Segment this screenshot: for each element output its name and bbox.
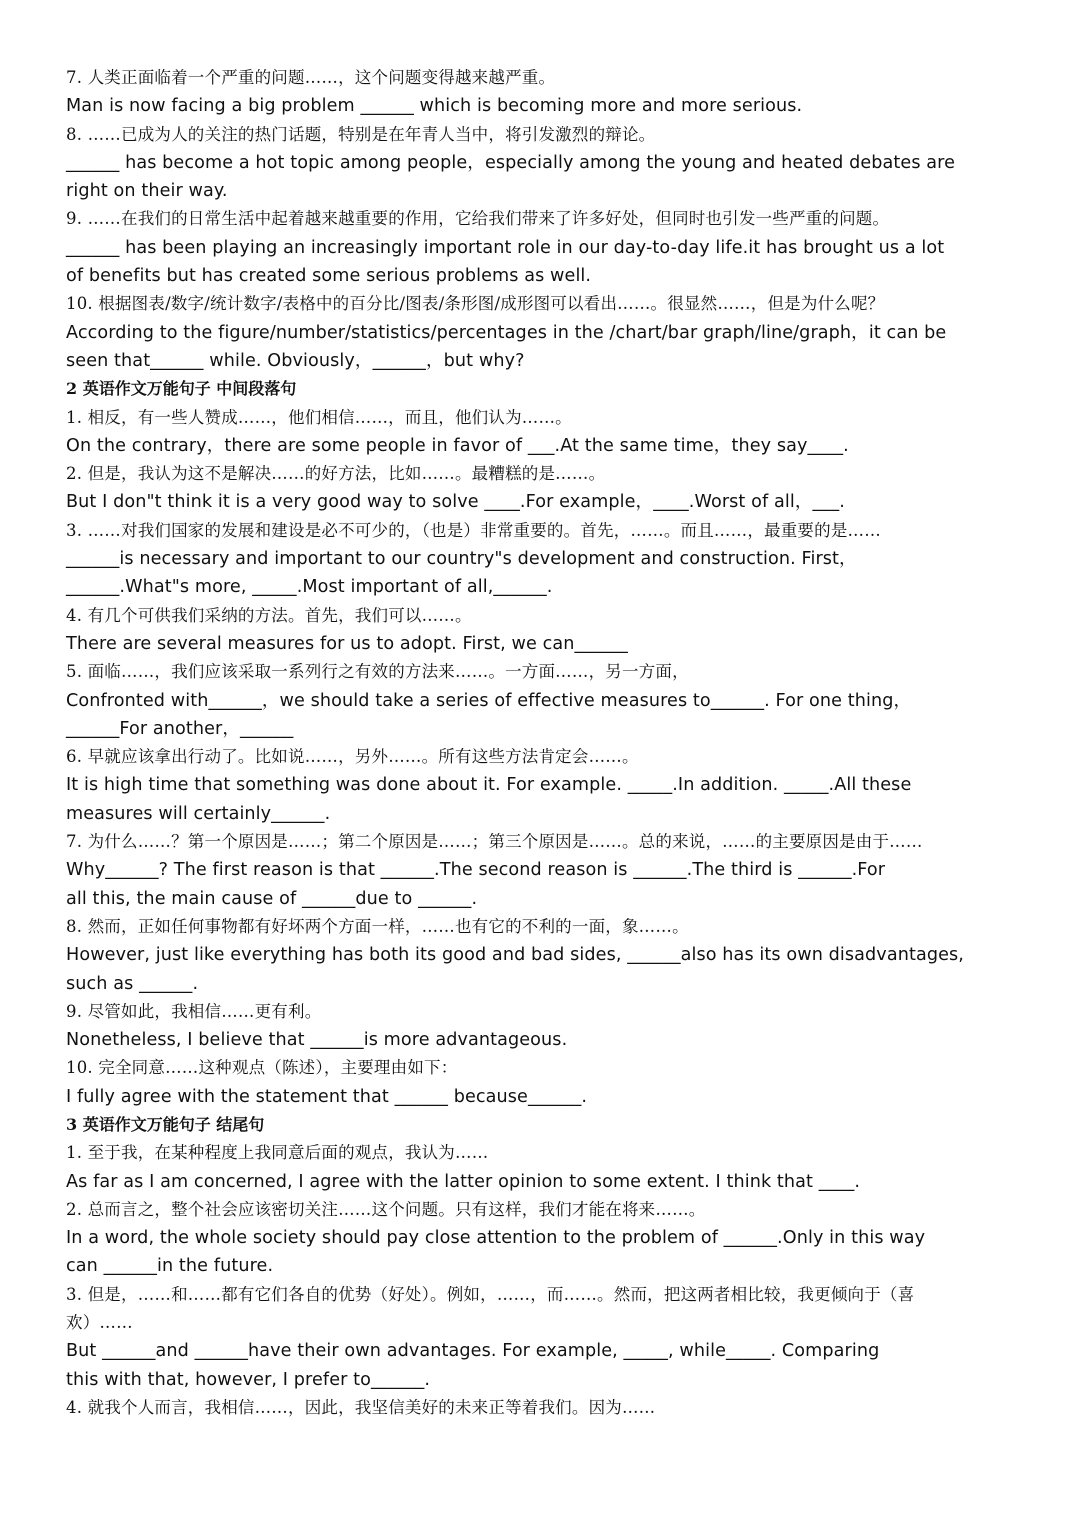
cn-sentence-10-body: 10. 完全同意……这种观点（陈述），主要理由如下： [66,1058,458,1078]
en-sentence-2-conclusion-line1: In a word, the whole society should pay close attention to the problem of ______.Only in this way [66,1228,926,1249]
en-sentence-6-body-line2: measures will certainly______. [66,803,331,824]
en-sentence-6-body-line1: It is high time that something was done about it. For example. _____.In addition. _____.All these [66,775,912,796]
cn-sentence-10-intro: 10. 根据图表/数字/统计数字/表格中的百分比/图表/条形图/成形图可以看出……。很显然……，但是为什么呢？ [66,294,885,314]
en-sentence-8-body-line1: However, just like everything has both its good and bad sides, ______also has its own disadvantages, [66,945,964,966]
en-sentence-2-body: But I don"t think it is a very good way to solve ____.For example，____.Worst of all，___. [66,492,845,513]
cn-sentence-7-intro: 7. 人类正面临着一个严重的问题……，这个问题变得越来越严重。 [66,68,556,87]
en-sentence-1-conclusion: As far as I am concerned, I agree with the latter opinion to some extent. I think that ____. [66,1171,861,1192]
en-sentence-5-body-line2: ______For another，______ [66,718,294,739]
en-sentence-7-body-line1: Why______? The first reason is that ______.The second reason is ______.The third is ______.For [66,860,886,881]
cn-sentence-5-body: 5. 面临……，我们应该采取一系列行之有效的方法来……。一方面……，另一方面， [66,662,689,682]
cn-sentence-7-body: 7. 为什么……？第一个原因是……；第二个原因是……；第三个原因是……。总的来说，……的主要原因是由于…… [66,832,923,852]
en-sentence-9-intro-line2: of benefits but has created some serious problems as well. [66,266,592,287]
en-sentence-7-intro: Man is now facing a big problem ______ which is becoming more and more serious. [66,96,803,117]
en-sentence-3-conclusion-line1: But ______and ______have their own advantages. For example, _____, while_____. Comparing [66,1341,880,1362]
en-sentence-8-intro-line2: right on their way. [66,181,228,202]
cn-sentence-3-body: 3. ……对我们国家的发展和建设是必不可少的，（也是）非常重要的。首先，……。而且……，最重要的是…… [66,520,881,540]
en-sentence-1-body: On the contrary，there are some people in favor of ___.At the same time，they say____. [66,435,849,456]
cn-sentence-3-conclusion-line1: 3. 但是，……和……都有它们各自的优势（好处）。例如，……，而……。然而，把这两者相比较，我更倾向于（喜 [66,1284,915,1304]
cn-sentence-3-conclusion-line2: 欢）…… [66,1313,133,1333]
en-sentence-8-intro-line1: ______ has become a hot topic among people，especially among the young and heated debates are [66,152,956,173]
cn-sentence-9-intro: 9. ……在我们的日常生活中起着越来越重要的作用，它给我们带来了许多好处，但同时也引发一些严重的问题。 [66,209,890,229]
cn-sentence-8-body: 8. 然而，正如任何事物都有好坏两个方面一样，……也有它的不利的一面，象……。 [66,916,689,936]
en-sentence-8-body-line2: such as ______. [66,973,199,994]
cn-sentence-9-body: 9. 尽管如此，我相信……更有利。 [66,1001,322,1021]
cn-sentence-1-body: 1. 相反，有一些人赞成……，他们相信……，而且，他们认为……。 [66,407,572,427]
en-sentence-9-body: Nonetheless, I believe that ______is more advantageous. [66,1030,568,1051]
cn-sentence-1-conclusion: 1. 至于我，在某种程度上我同意后面的观点，我认为…… [66,1143,489,1163]
cn-sentence-8-intro: 8. ……已成为人的关注的热门话题，特别是在年青人当中，将引发激烈的辩论。 [66,124,656,144]
en-sentence-3-body-line1: ______is necessary and important to our country"s development and construction. First， [66,549,857,570]
cn-sentence-4-body: 4. 有几个可供我们采纳的方法。首先，我们可以……。 [66,605,472,625]
en-sentence-10-intro-line2: seen that______ while. Obviously，______，but why? [66,350,525,371]
cn-sentence-4-conclusion: 4. 就我个人而言，我相信……，因此，我坚信美好的未来正等着我们。因为…… [66,1397,656,1417]
cn-sentence-2-body: 2. 但是，我认为这不是解决……的好方法，比如……。最糟糕的是……。 [66,464,606,484]
cn-sentence-2-conclusion: 2. 总而言之，整个社会应该密切关注……这个问题。只有这样，我们才能在将来……。 [66,1199,706,1219]
en-sentence-9-intro-line1: ______ has been playing an increasingly important role in our day-to-day life.it has brought us a lot [66,237,945,258]
en-sentence-3-body-line2: ______.What"s more, _____.Most important of all,______. [66,577,553,598]
en-sentence-7-body-line2: all this, the main cause of ______due to ______. [66,888,478,909]
document-page [66,64,1046,1422]
section-heading-body-paragraphs: 2 英语作文万能句子 中间段落句 [66,379,297,399]
section-heading-conclusion: 3 英语作文万能句子 结尾句 [66,1114,265,1134]
en-sentence-5-body-line1: Confronted with______，we should take a series of effective measures to______. For one thing， [66,690,912,711]
en-sentence-2-conclusion-line2: can ______in the future. [66,1256,274,1277]
en-sentence-4-body: There are several measures for us to adopt. First, we can______ [66,633,628,654]
cn-sentence-6-body: 6. 早就应该拿出行动了。比如说……，另外……。所有这些方法肯定会……。 [66,747,639,767]
en-sentence-10-body: I fully agree with the statement that ______ because______. [66,1086,588,1107]
en-sentence-3-conclusion-line2: this with that, however, I prefer to______. [66,1369,431,1390]
en-sentence-10-intro-line1: According to the figure/number/statistics/percentages in the /chart/bar graph/line/graph，it can be [66,322,947,343]
